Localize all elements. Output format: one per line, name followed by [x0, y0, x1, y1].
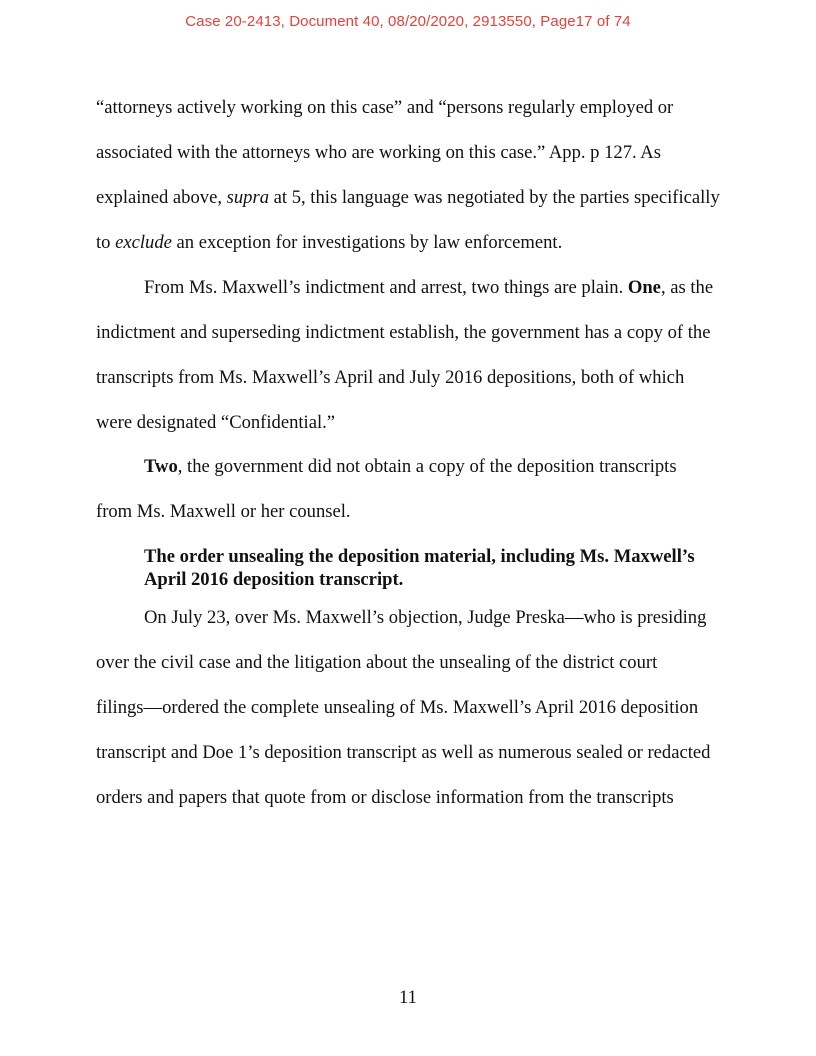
- text-run: , as the: [660, 277, 714, 298]
- body-line: orders and papers that quote from or disclose information from the transcripts: [96, 787, 674, 808]
- body-line: associated with the attorneys who are working on this case.” App. p 127. As: [96, 142, 661, 163]
- body-line: indictment and superseding indictment establish, the government has a copy of the: [96, 322, 711, 343]
- body-line: [96, 187, 720, 209]
- body-line: [144, 277, 713, 299]
- body-line: On July 23, over Ms. Maxwell’s objection, Judge Preska—who is presiding: [144, 607, 707, 628]
- body-line: from Ms. Maxwell or her counsel.: [96, 501, 351, 522]
- italic-term: exclude: [115, 232, 172, 253]
- text-run: explained above,: [96, 187, 227, 208]
- body-line: transcripts from Ms. Maxwell’s April and July 2016 depositions, both of which: [96, 367, 685, 388]
- body-line: [96, 232, 562, 254]
- italic-term: supra: [226, 187, 269, 208]
- text-run: an exception for investigations by law enforcement.: [171, 232, 563, 253]
- body-line: were designated “Confidential.”: [96, 412, 336, 433]
- text-run: at 5, this language was negotiated by the parties specifically: [269, 187, 720, 208]
- bold-term: One: [627, 277, 661, 298]
- body-line: [144, 456, 677, 478]
- body-line: transcript and Doe 1’s deposition transcript as well as numerous sealed or redacted: [96, 742, 711, 763]
- case-header-stamp: Case 20-2413, Document 40, 08/20/2020, 2913550, Page17 of 74: [185, 13, 631, 30]
- body-line: filings—ordered the complete unsealing of Ms. Maxwell’s April 2016 deposition: [96, 697, 699, 718]
- body-line: over the civil case and the litigation about the unsealing of the district court: [96, 652, 658, 673]
- section-heading: The order unsealing the deposition material, including Ms. Maxwell’s: [144, 546, 695, 567]
- text-run: , the government did not obtain a copy of the deposition transcripts: [177, 456, 677, 477]
- body-line: “attorneys actively working on this case” and “persons regularly employed or: [96, 97, 674, 118]
- text-run: to: [96, 232, 116, 253]
- page-number: 11: [399, 987, 417, 1008]
- text-run: From Ms. Maxwell’s indictment and arrest, two things are plain.: [144, 277, 628, 298]
- section-heading: April 2016 deposition transcript.: [144, 569, 404, 590]
- bold-term: Two: [144, 456, 178, 477]
